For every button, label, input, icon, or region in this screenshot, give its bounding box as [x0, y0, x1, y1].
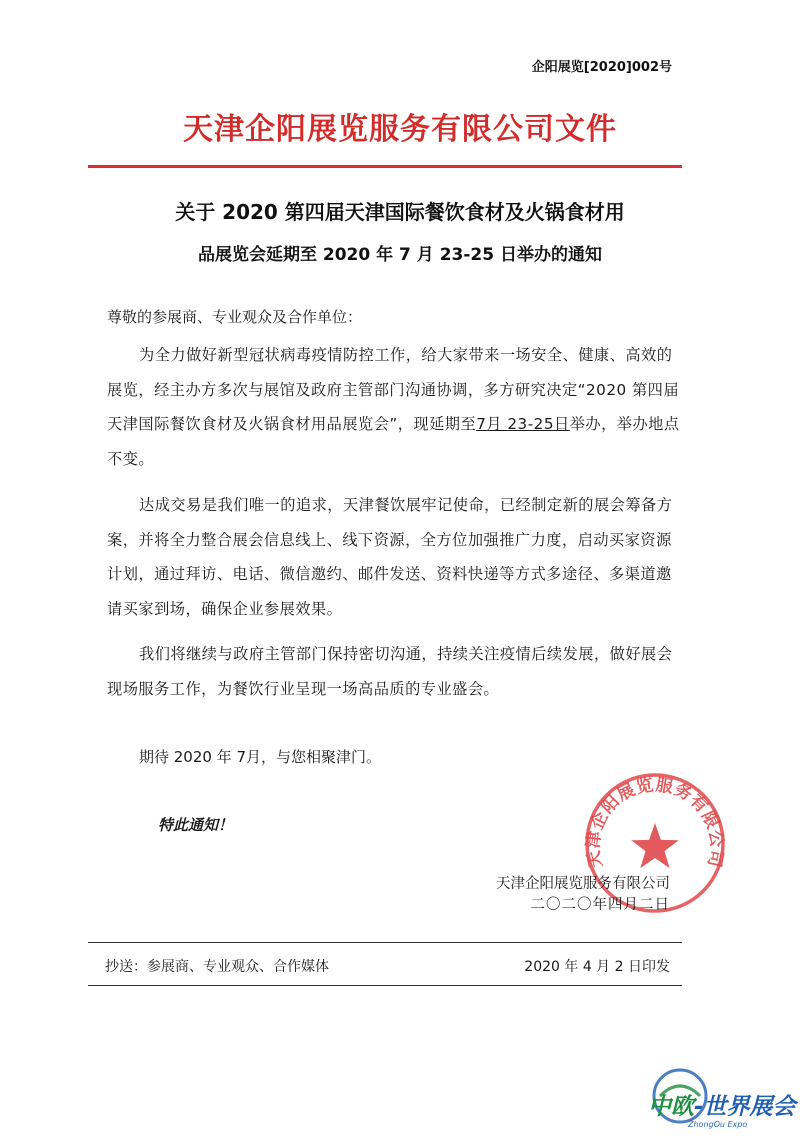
- logo-text-blue: -世界展会: [694, 1094, 796, 1120]
- footer-rule-bottom: [88, 985, 682, 986]
- signing-date: 二〇二〇年四月二日: [530, 897, 670, 913]
- logo-text: [648, 1088, 796, 1121]
- paragraph-2-text: 达成交易是我们唯一的追求，天津餐饮展牢记使命，已经制定新的展会筹备方案，并将全力整合展会信息线上、线下资源，全方位加强推广力度，启动买家资源计划，通过拜访、电话、微信邀约、邮件发送、资料快递等方式多途径、多渠道邀请买家到场，确保企业参展效果。: [107, 496, 673, 618]
- paragraph-1-text-a: 为全力做好新型冠状病毒疫情防控工作，给大家带来一场安全、健康、高效的展览，经主办方多次与展馆及政府主管部门沟通协调，多方研究决定“2020 第四届天津国际餐饮食材及火锅食材用品展览会”，现延期至: [107, 346, 680, 433]
- cc-recipients: 抄送：参展商、专业观众、合作媒体: [105, 959, 329, 975]
- notice-title-line2: 品展览会延期至 2020 年 7 月 23-25 日举办的通知: [197, 245, 603, 265]
- postponed-date: 7月 23-25日: [476, 415, 570, 433]
- letterhead-title: 天津企阳展览服务有限公司文件: [183, 112, 617, 147]
- seal-star-icon: [631, 823, 679, 868]
- document-number: 企阳展览[2020]002号: [531, 60, 672, 75]
- red-divider: [88, 165, 682, 168]
- paragraph-3: [107, 637, 683, 706]
- seal-text: 天津企阳展览服务有限公司: [583, 775, 727, 870]
- salutation: 尊敬的参展商、专业观众及合作单位：: [107, 308, 363, 326]
- zhongou-expo-watermark: [648, 1066, 798, 1136]
- logo-subtitle: ZhongOu Expo: [688, 1120, 748, 1129]
- paragraph-1: [107, 338, 683, 476]
- print-date: 2020 年 4 月 2 日印发: [524, 959, 670, 975]
- signing-company: 天津企阳展览服务有限公司: [496, 876, 670, 892]
- paragraph-2: [107, 488, 683, 626]
- notice-phrase: 特此通知！: [158, 816, 234, 834]
- paragraph-1-text-b: 举办，举办地点不变。: [107, 415, 680, 468]
- logo-text-green: 中欧: [648, 1094, 694, 1120]
- notice-title-line1: 关于 2020 第四届天津国际餐饮食材及火锅食材用: [175, 200, 625, 224]
- footer-rule-top: [88, 942, 682, 943]
- paragraph-3-text: 我们将继续与政府主管部门保持密切沟通，持续关注疫情后续发展，做好展会现场服务工作，为餐饮行业呈现一场高品质的专业盛会。: [107, 645, 673, 698]
- closing-line: 期待 2020 年 7月，与您相聚津门。: [139, 748, 382, 766]
